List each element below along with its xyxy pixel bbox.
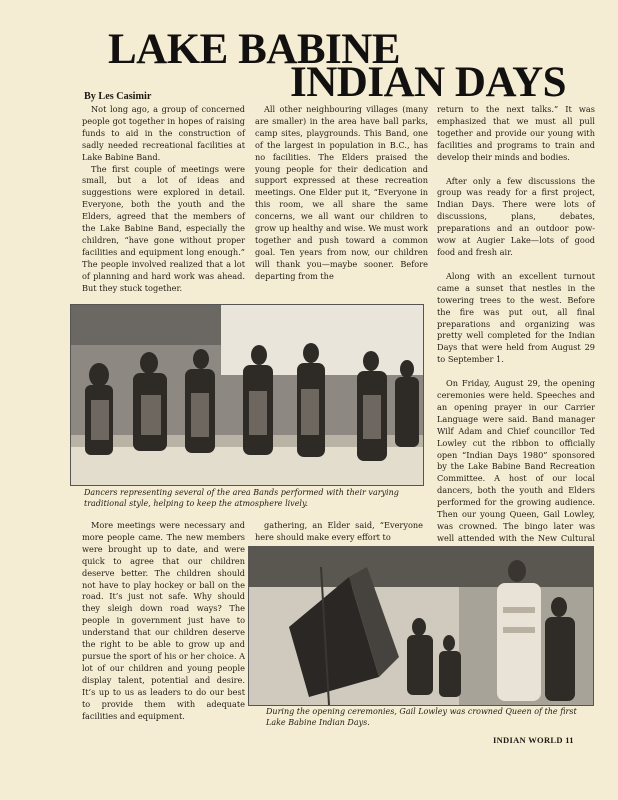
paragraph: On Friday, August 29, the opening ceremonies were held. Speeches and an opening prayer in our Carrier Language were said. Band manager Wilf Adam and Chief councillor Ted Lowley cut the ribbon to officially open “Indian Days 1980” sponsored by the Lake Babine Band Recreation Committee. A host of our local dancers, both the youth and Elders performed for the growing audience. Then our young Queen, Gail Lowley, was crowned. The bingo later was well attended with the New Cultural [437, 378, 595, 543]
dancers-photo-illustration [71, 305, 423, 485]
paragraph: The first couple of meetings were small, but a lot of ideas and suggestions were explored in detail. Everyone, both the youth and the Elders, agreed that the members of the Lake Babine Band, especially the children, “have gone without proper facilities and equipment long enough.” The people involved realized that a lot of planning and hard work was ahead. But they stuck together. [82, 163, 245, 293]
paragraph: After only a few discussions the group was ready for a first project, Indian Days. There were lots of discussions, plans, debates, preparations and an outdoor pow-wow at Augier Lake—lots of good food and fresh air. [437, 175, 595, 257]
paragraph: Along with an excellent turnout came a sunset that nestles in the towering trees to the west. Before the fire was put out, all final preparations and organizing was pretty well completed for the Indian Days that were held from August 29 to September 1. [437, 270, 595, 365]
paragraph: All other neighbouring villages (many are smaller) in the area have ball parks, camp sites, playgrounds. This Band, one of the largest in population in B.C., has no facilities. The Elders praised the young people for their dedication and support expressed at these recreation meetings. One Elder put it, “Everyone in this room, we all share the same concerns, we all want our children to grow up healthy and wise. We must work together and push toward a common goal. Ten years from now, our children will thank you—maybe sooner. Before departing from the [255, 104, 428, 281]
column-3 [437, 104, 595, 557]
column-1-bottom [82, 520, 245, 722]
column-2-bottom [255, 520, 423, 544]
queen-crowning-photo [248, 546, 594, 706]
byline: By Les Casimir [84, 91, 152, 102]
paragraph: gathering, an Elder said, “Everyone here should make every effort to [255, 520, 423, 542]
paragraph: return to the next talks.” It was emphasized that we must all pull together and provide our young with facilities and programs to train and develop their minds and bodies. [437, 104, 595, 162]
dancers-photo [70, 304, 424, 486]
column-2-top [255, 104, 428, 283]
paragraph: More meetings were necessary and more people came. The new members were brought up to date, and were quick to agree that our children deserve better. The children should not have to play hockey or ball on the road. It’s just not safe. Why should they sleigh down road ways? The people in government just have to understand that our children deserve the right to be able to grow up and pursue the sport of his or her choice. A lot of our children and young people display talent, potential and desire. It’s up to us as leaders to do our best to provide them with adequate facilities and equipment. [82, 520, 245, 721]
column-1-top [82, 104, 245, 295]
page-footer: INDIAN WORLD 11 [493, 735, 574, 745]
queen-crowning-photo-illustration [249, 547, 593, 705]
dancers-photo-caption: Dancers representing several of the area Bands performed with their varying traditional style, helping to keep the atmosphere lively. [84, 488, 399, 508]
queen-crowning-photo-caption: During the opening ceremonies, Gail Lowley was crowned Queen of the first Lake Babine Indian Days. [266, 707, 577, 727]
paragraph: Not long ago, a group of concerned people got together in hopes of raising funds to aid in the construction of sadly needed recreational facilities at Lake Babine Band. [82, 104, 245, 162]
article-title-line-2: INDIAN DAYS [290, 59, 567, 106]
article-title-line-1: LAKE BABINE [108, 26, 400, 73]
